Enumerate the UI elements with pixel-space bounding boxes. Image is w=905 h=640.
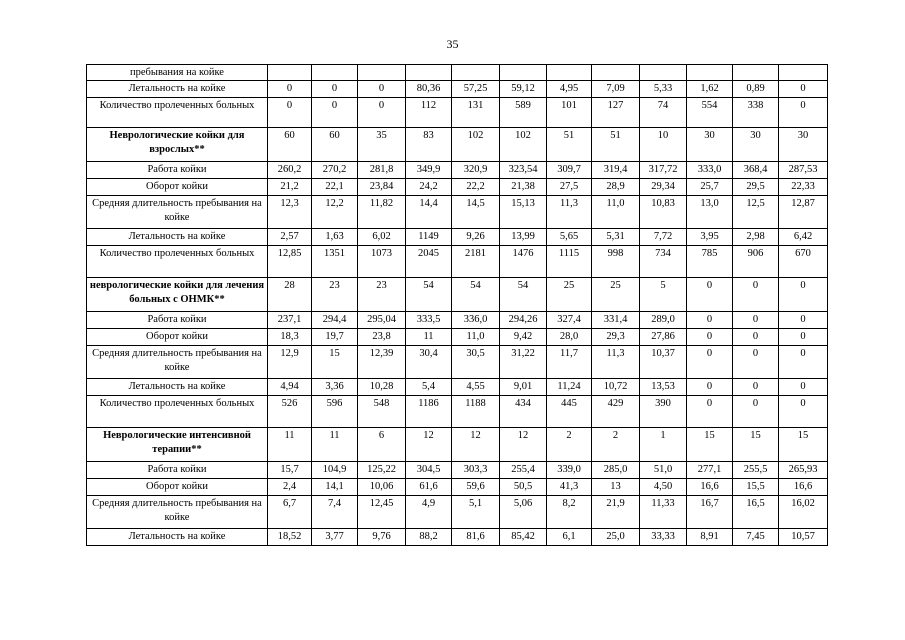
table-cell: 339,0 [547,462,592,479]
table-cell: 5,4 [406,379,452,396]
table-row [87,98,828,128]
data-table-container [86,64,828,546]
table-cell: 0 [779,98,828,128]
table-cell: 309,7 [547,162,592,179]
table-cell: 5 [640,278,687,312]
table-cell: 0 [687,329,733,346]
table-cell [452,65,500,81]
table-cell: 28,9 [592,179,640,196]
table-cell: 327,4 [547,312,592,329]
table-cell: 281,8 [358,162,406,179]
table-cell: 27,5 [547,179,592,196]
table-cell: 51 [592,128,640,162]
table-cell: 3,95 [687,229,733,246]
table-row [87,229,828,246]
table-cell: 237,1 [268,312,312,329]
table-cell: 5,06 [500,496,547,529]
row-label: Средняя длительность пребывания на койке [87,196,268,229]
table-cell: 12,39 [358,346,406,379]
table-cell: 23 [358,278,406,312]
table-cell: 35 [358,128,406,162]
table-cell: 13,0 [687,196,733,229]
table-cell: 333,5 [406,312,452,329]
table-row [87,462,828,479]
table-cell: 295,04 [358,312,406,329]
table-cell: 4,9 [406,496,452,529]
section-header-row [87,428,828,462]
table-cell: 21,9 [592,496,640,529]
table-cell: 12 [500,428,547,462]
table-cell: 7,45 [733,529,779,546]
table-cell: 14,1 [312,479,358,496]
table-row [87,496,828,529]
section-header-row [87,278,828,312]
table-cell: 3,36 [312,379,358,396]
table-cell: 11,24 [547,379,592,396]
table-cell: 1188 [452,396,500,428]
table-cell: 60 [268,128,312,162]
table-cell: 317,72 [640,162,687,179]
table-cell: 998 [592,246,640,278]
table-cell: 15 [312,346,358,379]
row-label: Работа койки [87,462,268,479]
table-cell: 7,72 [640,229,687,246]
table-cell: 548 [358,396,406,428]
table-cell: 74 [640,98,687,128]
row-label: Летальность на койке [87,529,268,546]
table-row [87,65,828,81]
table-cell: 11,82 [358,196,406,229]
table-cell: 255,5 [733,462,779,479]
table-cell: 101 [547,98,592,128]
table-cell [779,65,828,81]
table-cell: 319,4 [592,162,640,179]
table-cell: 57,25 [452,81,500,98]
table-cell: 7,4 [312,496,358,529]
table-cell: 0 [687,379,733,396]
table-cell: 16,02 [779,496,828,529]
row-label: Работа койки [87,312,268,329]
table-cell: 0 [687,346,733,379]
table-cell: 2181 [452,246,500,278]
table-cell: 8,2 [547,496,592,529]
table-cell: 12,5 [733,196,779,229]
table-cell: 21,2 [268,179,312,196]
table-cell: 0 [687,396,733,428]
table-cell: 265,93 [779,462,828,479]
table-cell: 331,4 [592,312,640,329]
table-cell: 9,76 [358,529,406,546]
table-cell: 54 [406,278,452,312]
table-cell [687,65,733,81]
table-cell: 5,65 [547,229,592,246]
table-cell: 18,3 [268,329,312,346]
table-cell: 270,2 [312,162,358,179]
row-label: Неврологические койки для взрослых** [87,128,268,162]
table-cell: 0 [733,396,779,428]
table-cell: 4,55 [452,379,500,396]
table-cell: 1,62 [687,81,733,98]
row-label: Летальность на койке [87,81,268,98]
table-row [87,529,828,546]
table-cell: 0 [779,346,828,379]
table-cell: 785 [687,246,733,278]
table-cell: 81,6 [452,529,500,546]
table-cell: 112 [406,98,452,128]
table-cell: 0 [779,312,828,329]
table-cell: 15,5 [733,479,779,496]
row-label: Средняя длительность пребывания на койке [87,496,268,529]
table-cell: 2 [592,428,640,462]
table-cell: 59,12 [500,81,547,98]
table-cell: 88,2 [406,529,452,546]
table-cell: 10,28 [358,379,406,396]
table-cell: 33,33 [640,529,687,546]
table-cell: 104,9 [312,462,358,479]
table-cell [268,65,312,81]
table-cell: 9,42 [500,329,547,346]
table-cell: 0 [733,278,779,312]
table-cell: 2045 [406,246,452,278]
table-cell: 131 [452,98,500,128]
table-cell: 59,6 [452,479,500,496]
table-cell: 1351 [312,246,358,278]
table-cell: 15 [779,428,828,462]
table-row [87,81,828,98]
table-cell [547,65,592,81]
table-cell: 60 [312,128,358,162]
table-cell: 445 [547,396,592,428]
table-row [87,179,828,196]
row-label: Количество пролеченных больных [87,246,268,278]
table-cell: 14,4 [406,196,452,229]
table-cell: 11,0 [592,196,640,229]
table-cell: 5,33 [640,81,687,98]
table-cell: 1186 [406,396,452,428]
data-table [86,64,828,546]
row-label: Летальность на койке [87,379,268,396]
table-cell: 83 [406,128,452,162]
table-cell: 0 [733,312,779,329]
table-cell: 12,2 [312,196,358,229]
table-cell: 29,3 [592,329,640,346]
table-cell: 7,09 [592,81,640,98]
table-cell: 11,0 [452,329,500,346]
table-cell: 429 [592,396,640,428]
table-cell: 285,0 [592,462,640,479]
table-cell: 30 [687,128,733,162]
table-cell: 4,50 [640,479,687,496]
table-cell: 61,6 [406,479,452,496]
table-cell: 22,33 [779,179,828,196]
table-cell: 4,95 [547,81,592,98]
table-row [87,479,828,496]
section-header-row [87,128,828,162]
table-cell: 0 [779,396,828,428]
table-cell: 320,9 [452,162,500,179]
table-cell: 8,91 [687,529,733,546]
table-cell: 333,0 [687,162,733,179]
table-cell: 15 [733,428,779,462]
table-cell: 16,7 [687,496,733,529]
table-cell: 12 [406,428,452,462]
table-cell: 294,26 [500,312,547,329]
table-cell: 349,9 [406,162,452,179]
table-cell: 23,84 [358,179,406,196]
table-cell: 9,26 [452,229,500,246]
table-row [87,196,828,229]
table-cell: 323,54 [500,162,547,179]
table-cell: 6,02 [358,229,406,246]
table-cell: 30,5 [452,346,500,379]
table-cell: 10,83 [640,196,687,229]
table-cell: 734 [640,246,687,278]
table-cell: 15,13 [500,196,547,229]
table-cell: 1073 [358,246,406,278]
table-cell: 1149 [406,229,452,246]
table-cell: 85,42 [500,529,547,546]
table-cell: 16,6 [779,479,828,496]
table-cell: 0 [733,346,779,379]
table-row [87,379,828,396]
table-cell: 12 [452,428,500,462]
table-cell: 304,5 [406,462,452,479]
table-cell: 19,7 [312,329,358,346]
table-cell: 338 [733,98,779,128]
table-row [87,312,828,329]
table-cell: 12,45 [358,496,406,529]
page-number: 35 [446,37,459,51]
row-label: пребывания на койке [87,65,268,81]
table-cell: 336,0 [452,312,500,329]
table-row [87,246,828,278]
table-cell: 1115 [547,246,592,278]
table-cell: 11 [406,329,452,346]
table-cell: 596 [312,396,358,428]
table-cell: 6,1 [547,529,592,546]
table-cell [733,65,779,81]
table-cell: 6,42 [779,229,828,246]
table-cell [592,65,640,81]
table-cell: 21,38 [500,179,547,196]
table-cell: 23,8 [358,329,406,346]
row-label: Оборот койки [87,179,268,196]
row-label: Работа койки [87,162,268,179]
table-cell: 287,53 [779,162,828,179]
table-cell: 80,36 [406,81,452,98]
table-cell: 25,7 [687,179,733,196]
table-cell: 1,63 [312,229,358,246]
table-cell: 11 [268,428,312,462]
table-cell: 3,77 [312,529,358,546]
table-cell: 0 [358,98,406,128]
table-cell: 51,0 [640,462,687,479]
table-cell: 260,2 [268,162,312,179]
table-cell: 30 [779,128,828,162]
table-cell: 6,7 [268,496,312,529]
table-cell [640,65,687,81]
table-cell: 368,4 [733,162,779,179]
row-label: Летальность на койке [87,229,268,246]
table-cell: 0,89 [733,81,779,98]
table-cell: 10,06 [358,479,406,496]
table-cell: 25 [547,278,592,312]
table-cell: 2,57 [268,229,312,246]
table-cell: 0 [312,98,358,128]
table-cell: 54 [500,278,547,312]
table-cell: 30,4 [406,346,452,379]
table-cell: 28,0 [547,329,592,346]
table-cell: 13,53 [640,379,687,396]
table-cell: 13 [592,479,640,496]
table-cell: 9,01 [500,379,547,396]
table-cell: 294,4 [312,312,358,329]
table-cell: 390 [640,396,687,428]
table-cell: 18,52 [268,529,312,546]
table-cell: 526 [268,396,312,428]
table-cell: 0 [733,329,779,346]
table-cell: 16,5 [733,496,779,529]
table-cell: 2,4 [268,479,312,496]
row-label: неврологические койки для лечения больных с ОНМК** [87,278,268,312]
table-cell: 51 [547,128,592,162]
table-cell: 11,3 [547,196,592,229]
table-cell: 25 [592,278,640,312]
table-cell: 6 [358,428,406,462]
table-cell: 0 [268,98,312,128]
table-cell [500,65,547,81]
table-cell: 50,5 [500,479,547,496]
table-cell: 102 [452,128,500,162]
table-cell: 11,7 [547,346,592,379]
table-cell: 27,86 [640,329,687,346]
table-cell: 0 [687,312,733,329]
table-cell: 0 [779,379,828,396]
table-cell: 0 [312,81,358,98]
table-cell: 906 [733,246,779,278]
table-cell: 54 [452,278,500,312]
table-cell: 4,94 [268,379,312,396]
table-cell: 255,4 [500,462,547,479]
table-cell: 0 [268,81,312,98]
table-cell: 0 [779,329,828,346]
table-cell: 41,3 [547,479,592,496]
table-cell: 277,1 [687,462,733,479]
table-cell: 23 [312,278,358,312]
table-cell: 0 [687,278,733,312]
table-cell: 25,0 [592,529,640,546]
table-cell: 12,9 [268,346,312,379]
table-cell [312,65,358,81]
row-label: Оборот койки [87,329,268,346]
table-cell: 10 [640,128,687,162]
table-row [87,329,828,346]
table-cell: 12,3 [268,196,312,229]
table-cell: 29,5 [733,179,779,196]
row-label: Количество пролеченных больных [87,396,268,428]
table-cell: 125,22 [358,462,406,479]
table-cell: 31,22 [500,346,547,379]
table-cell: 2,98 [733,229,779,246]
table-cell: 303,3 [452,462,500,479]
table-cell: 10,72 [592,379,640,396]
table-cell: 0 [358,81,406,98]
table-cell: 10,57 [779,529,828,546]
row-label: Оборот койки [87,479,268,496]
table-cell: 30 [733,128,779,162]
table-cell [406,65,452,81]
table-cell: 22,2 [452,179,500,196]
table-cell: 0 [779,81,828,98]
table-cell: 670 [779,246,828,278]
table-cell: 434 [500,396,547,428]
table-cell: 554 [687,98,733,128]
table-cell: 14,5 [452,196,500,229]
table-cell: 28 [268,278,312,312]
table-cell: 127 [592,98,640,128]
table-cell: 29,34 [640,179,687,196]
table-cell: 11,3 [592,346,640,379]
table-cell: 16,6 [687,479,733,496]
table-cell: 10,37 [640,346,687,379]
table-cell: 15,7 [268,462,312,479]
table-cell: 2 [547,428,592,462]
table-row [87,346,828,379]
table-cell: 1476 [500,246,547,278]
table-cell: 589 [500,98,547,128]
row-label: Средняя длительность пребывания на койке [87,346,268,379]
table-cell: 15 [687,428,733,462]
table-cell: 12,85 [268,246,312,278]
table-cell [358,65,406,81]
table-cell: 12,87 [779,196,828,229]
table-cell: 5,31 [592,229,640,246]
table-cell: 11 [312,428,358,462]
table-cell: 11,33 [640,496,687,529]
table-cell: 1 [640,428,687,462]
table-cell: 102 [500,128,547,162]
table-row [87,396,828,428]
table-cell: 13,99 [500,229,547,246]
table-cell: 0 [733,379,779,396]
table-cell: 0 [779,278,828,312]
row-label: Неврологические интенсивной терапии** [87,428,268,462]
table-cell: 5,1 [452,496,500,529]
table-cell: 22,1 [312,179,358,196]
table-row [87,162,828,179]
table-cell: 24,2 [406,179,452,196]
table-cell: 289,0 [640,312,687,329]
row-label: Количество пролеченных больных [87,98,268,128]
